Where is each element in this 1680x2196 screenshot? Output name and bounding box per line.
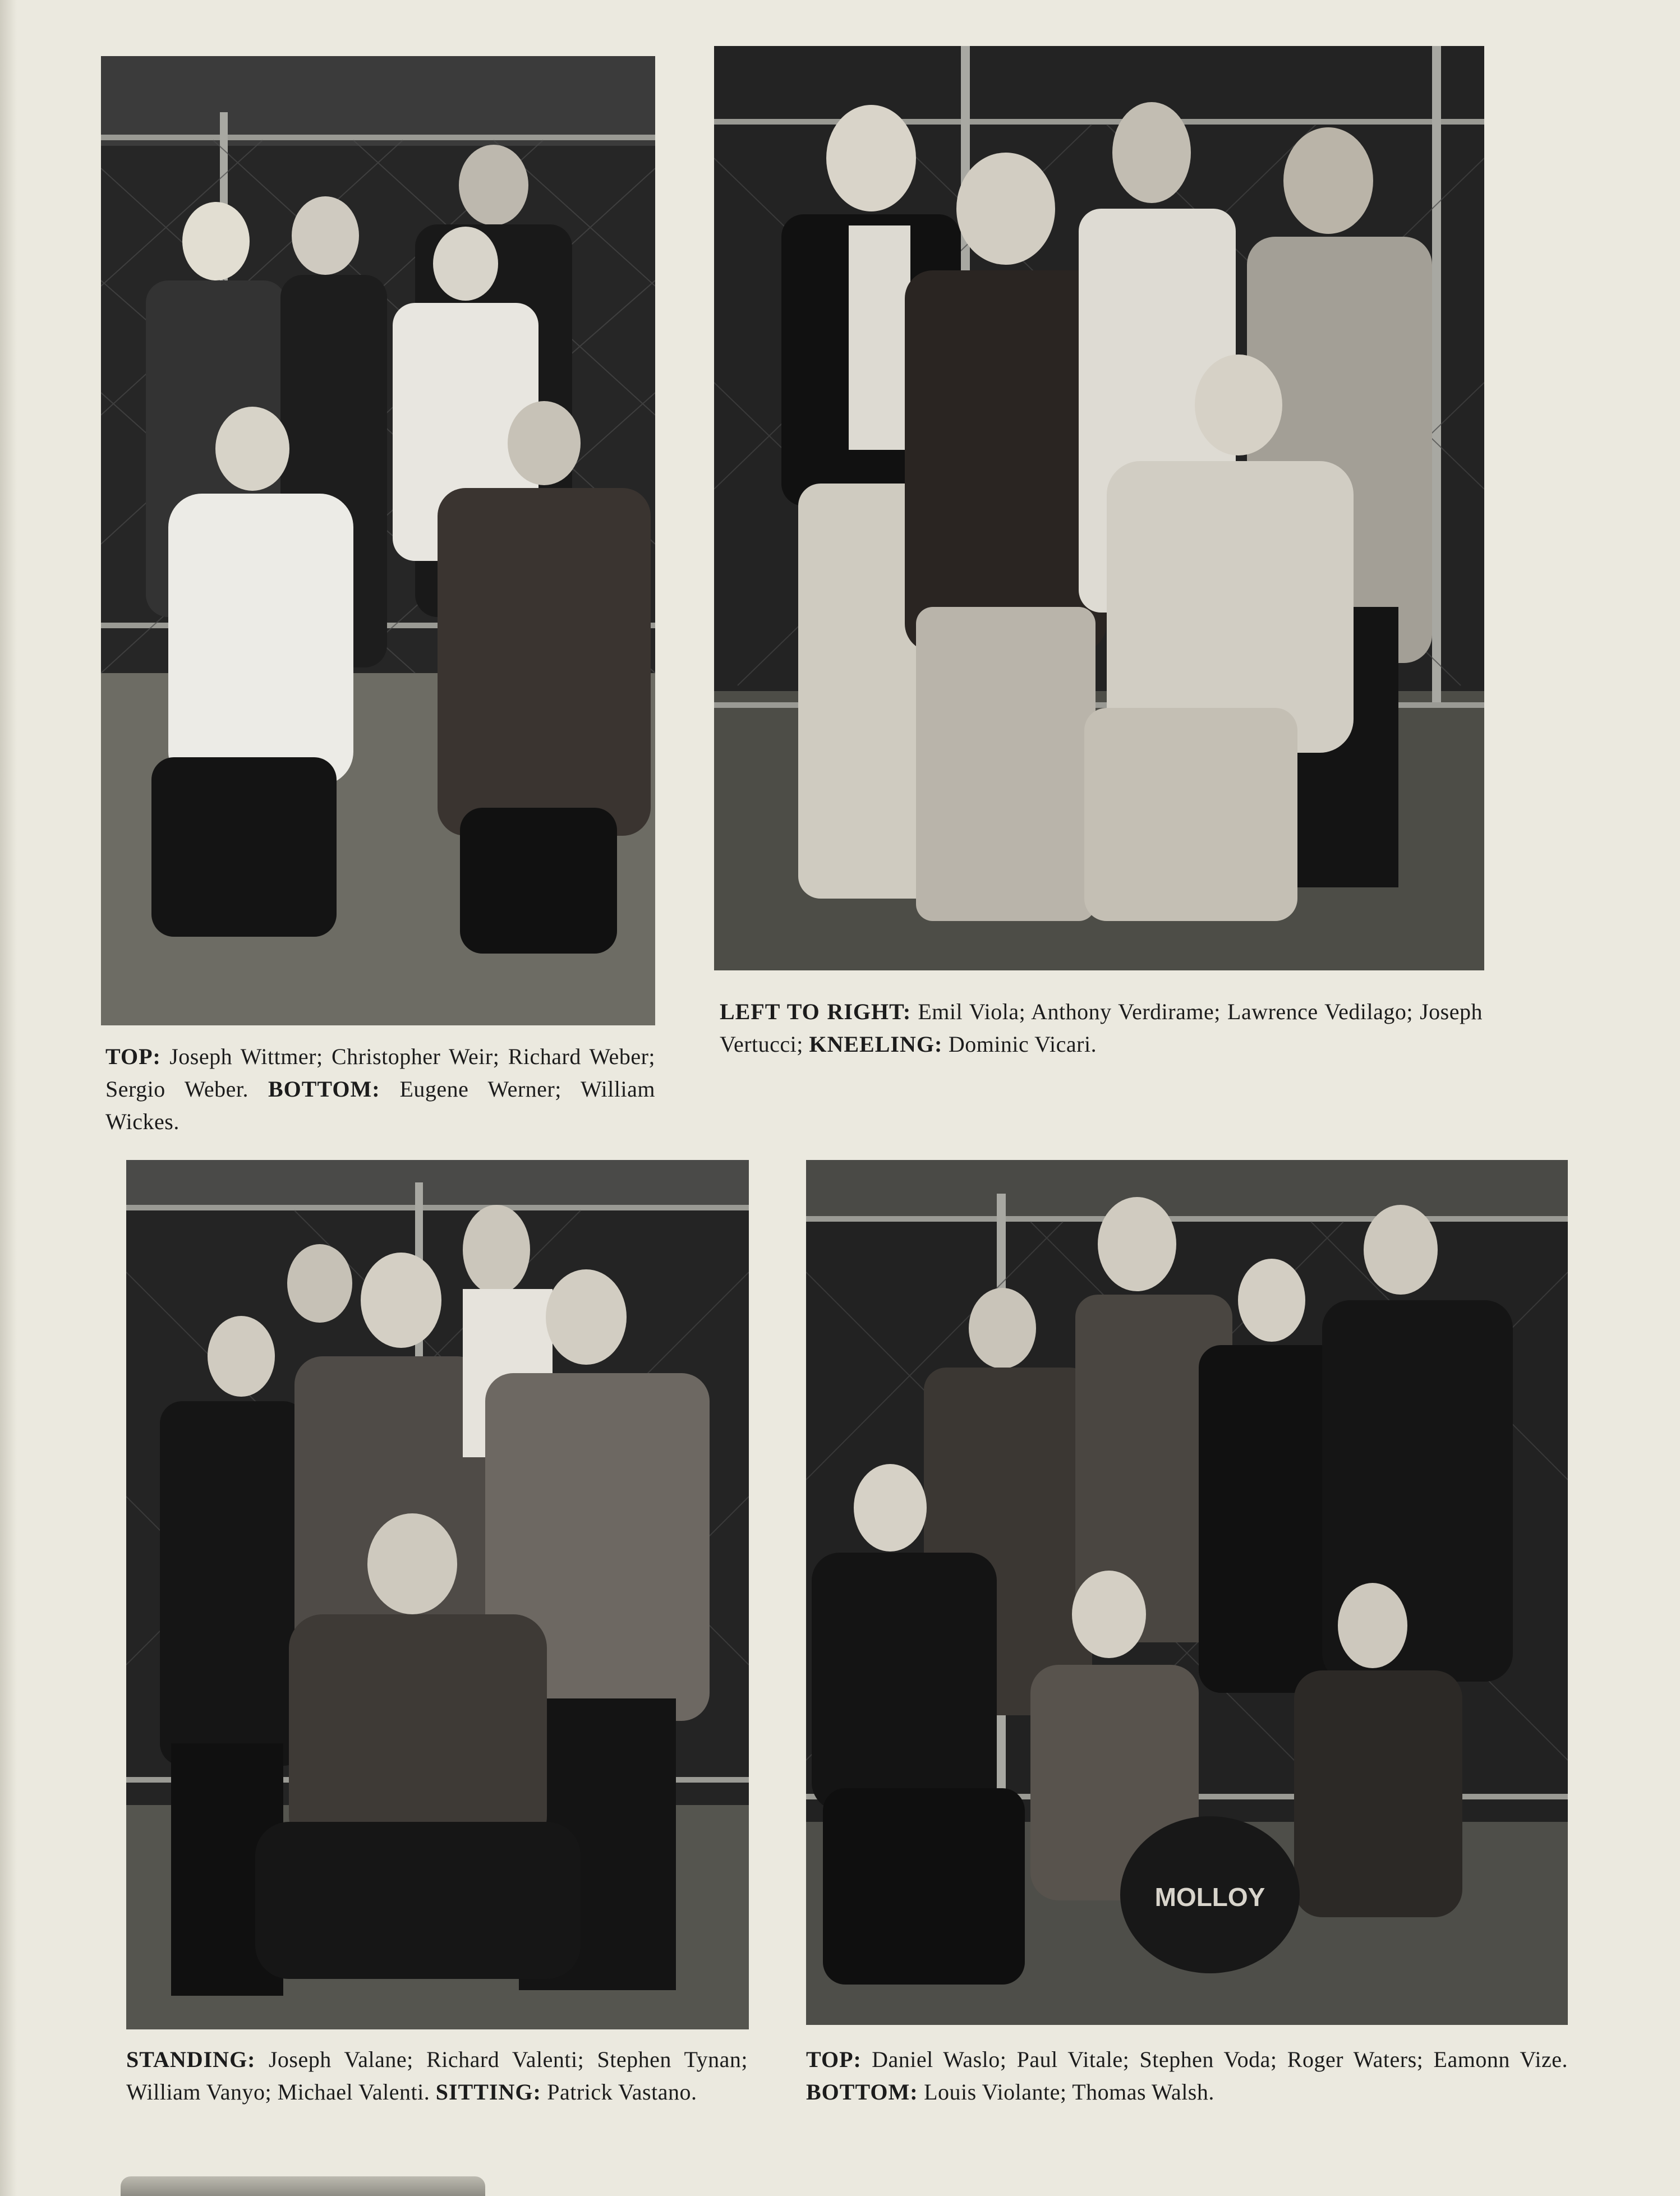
caption-text: Dominic Vicari. — [942, 1032, 1097, 1057]
caption-lead: TOP: — [105, 1044, 161, 1069]
caption-text: Joseph Valane; Richard Valenti; Stephen Tynan; William Vanyo; Michael Valenti. — [126, 2047, 748, 2105]
caption-lead: LEFT TO RIGHT: — [720, 999, 912, 1024]
caption-text: Eugene Werner; William Wickes. — [105, 1076, 655, 1134]
caption-text: Daniel Waslo; Paul Vitale; Stephen Voda; Roger Waters; Eamonn Vize. — [861, 2047, 1568, 2072]
caption-lead: STANDING: — [126, 2047, 256, 2072]
photo-scene — [126, 1160, 749, 2029]
photo-scene — [714, 46, 1484, 970]
caption-lead: SITTING: — [435, 2079, 541, 2105]
caption-photo-2 — [720, 996, 1483, 1061]
group-photo-top-right — [714, 46, 1484, 970]
caption-text: Patrick Vastano. — [541, 2079, 697, 2105]
caption-lead: TOP: — [806, 2047, 862, 2072]
caption-photo-4 — [806, 2043, 1568, 2108]
caption-lead: BOTTOM: — [806, 2079, 918, 2105]
caption-photo-1 — [105, 1041, 655, 1138]
caption-lead: BOTTOM: — [268, 1076, 380, 1102]
page-gutter-shadow — [0, 0, 17, 2196]
group-photo-top-left — [101, 56, 655, 1025]
caption-photo-3 — [126, 2043, 748, 2108]
photo-scene — [806, 1160, 1568, 2025]
bag-lettering: MOLLOY — [1154, 1882, 1265, 1912]
photo-scene — [101, 56, 655, 1025]
group-photo-bottom-left — [126, 1160, 749, 2029]
caption-lead: KNEELING: — [809, 1032, 943, 1057]
page-edge-tab — [121, 2176, 485, 2196]
caption-text: Emil Viola; Anthony Verdirame; Lawrence Vedilago; Joseph Vertucci; — [720, 999, 1483, 1057]
group-photo-bottom-right — [806, 1160, 1568, 2025]
caption-text: Louis Violante; Thomas Walsh. — [918, 2079, 1214, 2105]
caption-text: Joseph Wittmer; Christopher Weir; Richard Weber; Sergio Weber. — [105, 1044, 655, 1102]
